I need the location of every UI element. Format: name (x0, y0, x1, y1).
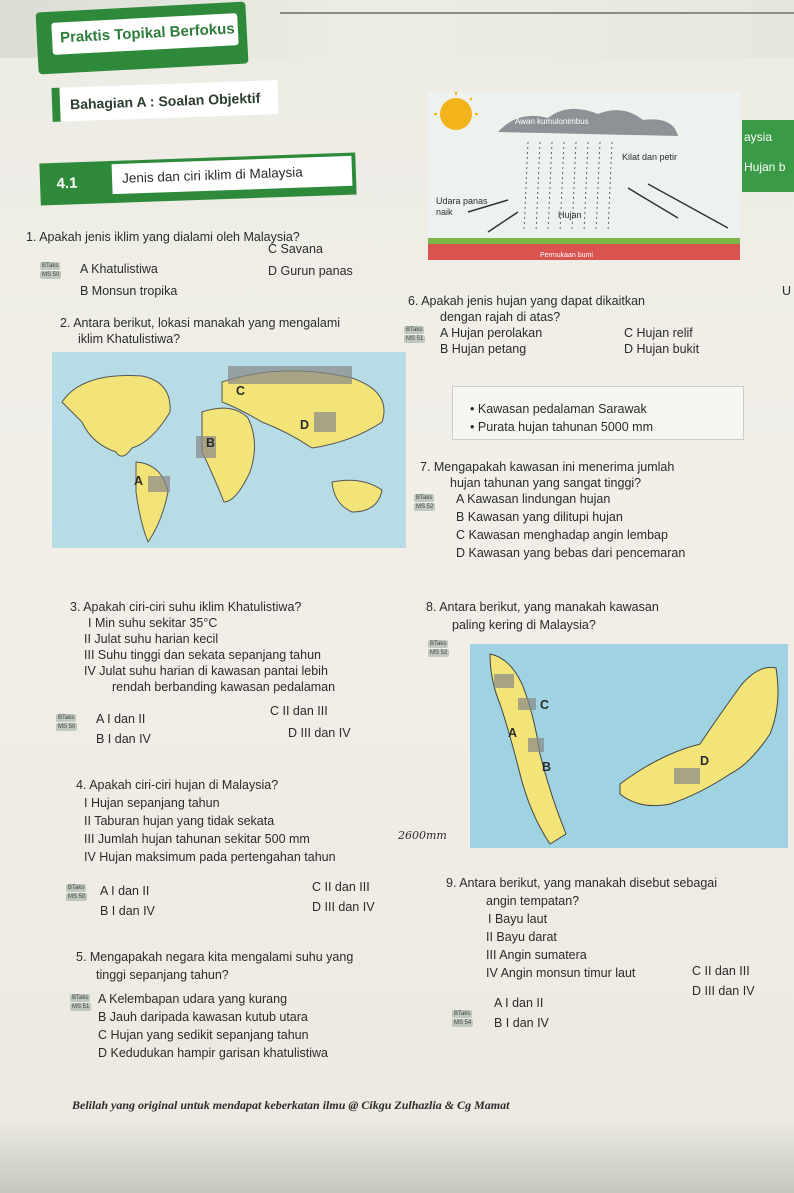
q6-option-d[interactable]: D Hujan bukit (624, 342, 700, 356)
q5-ms-tag: MS 51 (72, 1004, 90, 1010)
q5-line1: 5. Mengapakah negara kita mengalami suhu yang (76, 950, 354, 964)
q4-option-b[interactable]: B I dan IV (100, 904, 155, 918)
map-label-a: A (134, 474, 144, 488)
q3-option-a[interactable]: A I dan II (96, 712, 146, 726)
q7-bullet-2-text: Purata hujan tahunan 5000 mm (477, 420, 653, 434)
q7-bullet-1-text: Kawasan pedalaman Sarawak (477, 402, 647, 416)
q7-option-c[interactable]: C Kawasan menghadap angin lembap (456, 528, 668, 542)
q9-option-b[interactable]: B I dan IV (494, 1016, 549, 1030)
q3-stmt-iii: III Suhu tinggi dan sekata sepanjang tahun (84, 648, 321, 662)
topic-number: 4.1 (56, 174, 78, 193)
map-label-c: C (236, 384, 246, 398)
region-c-hatch (228, 366, 352, 384)
q4-option-d[interactable]: D III dan IV (312, 900, 375, 914)
q6-ms-tag: MS 51 (406, 336, 424, 342)
rain-label: Hujan (558, 210, 582, 220)
q7-option-b[interactable]: B Kawasan yang dilitupi hujan (456, 510, 623, 524)
region-a-hatch (148, 476, 170, 492)
region-d-hatch (314, 412, 336, 432)
q7-btaks-tag: BTaks (416, 495, 433, 501)
q3-ms-tag: MS 50 (58, 724, 76, 730)
q9-option-d[interactable]: D III dan IV (692, 984, 755, 998)
q8-line2: paling kering di Malaysia? (452, 618, 596, 632)
q1-ms-tag: MS 50 (42, 272, 60, 278)
q3-stmt-iv-line1: IV Julat suhu harian di kawasan pantai lebih (84, 664, 328, 678)
map-label-b: B (206, 436, 216, 450)
q4-stmt-iii: III Jumlah hujan tahunan sekitar 500 mm (84, 832, 310, 846)
malaysia-map (470, 644, 788, 848)
q3-btaks-tag: BTaks (58, 715, 75, 721)
q3-stmt-ii: II Julat suhu harian kecil (84, 632, 219, 646)
my-map-label-a: A (508, 726, 518, 740)
q7-option-a[interactable]: A Kawasan lindungan hujan (456, 492, 611, 506)
q1-option-b[interactable]: B Monsun tropika (80, 284, 178, 298)
q1-option-d[interactable]: D Gurun panas (268, 264, 353, 278)
circuit-line-decoration (280, 12, 794, 30)
q2-line1: 2. Antara berikut, lokasi manakah yang mengalami (60, 316, 341, 330)
side-text-1: aysia (744, 130, 773, 144)
region-d-hatch (674, 768, 700, 784)
ground-label: Permukaan bumi (540, 252, 593, 259)
q9-stmt-ii: II Bayu darat (486, 930, 557, 944)
topic-title: Jenis dan ciri iklim di Malaysia (112, 156, 353, 194)
side-text-2: Hujan b (744, 160, 786, 174)
world-map (52, 352, 406, 548)
region-b-hatch (528, 738, 544, 752)
sun-icon (440, 98, 472, 130)
q7-line2: hujan tahunan yang sangat tinggi? (450, 476, 642, 490)
my-map-label-d: D (700, 754, 710, 768)
my-map-label-b: B (542, 760, 552, 774)
q3-stmt-iv-line2: rendah berbanding kawasan pedalaman (112, 680, 336, 694)
q4-ms-tag: MS 50 (68, 894, 86, 900)
q6-line1: 6. Apakah jenis hujan yang dapat dikaitkan (408, 294, 645, 308)
q4-option-a[interactable]: A I dan II (100, 884, 150, 898)
cloud-label: Awan kumulonimbus (515, 117, 589, 126)
q9-option-a[interactable]: A I dan II (494, 996, 544, 1010)
q3-option-d[interactable]: D III dan IV (288, 726, 351, 740)
my-map-label-c: C (540, 698, 550, 712)
map-label-d: D (300, 418, 310, 432)
q8-btaks-tag: BTaks (430, 641, 447, 647)
q2-line2: iklim Khatulistiwa? (78, 332, 181, 346)
q3-option-c[interactable]: C II dan III (270, 704, 328, 718)
q9-line1: 9. Antara berikut, yang manakah disebut sebagai (446, 876, 718, 890)
bottom-decoration (0, 1120, 794, 1193)
q7-bullet-1: • Kawasan pedalaman Sarawak (470, 402, 647, 416)
q9-stmt-iii: III Angin sumatera (486, 948, 587, 962)
q4-handwritten-note: 2600mm (398, 829, 447, 842)
world-map-svg (52, 352, 406, 548)
q6-btaks-tag: BTaks (406, 327, 423, 333)
malaysia-map-svg (470, 644, 788, 848)
q5-option-a[interactable]: A Kelembapan udara yang kurang (98, 992, 288, 1006)
q3-stmt-i: I Min suhu sekitar 35°C (88, 616, 218, 630)
q5-option-c[interactable]: C Hujan yang sedikit sepanjang tahun (98, 1028, 309, 1042)
region-a-hatch (494, 674, 514, 688)
region-c-hatch (518, 698, 536, 710)
q7-option-d[interactable]: D Kawasan yang bebas dari pencemaran (456, 546, 686, 560)
side-text-3: U (782, 284, 792, 298)
lightning-label: Kilat dan petir (622, 152, 678, 162)
q1-option-a[interactable]: A Khatulistiwa (80, 262, 158, 276)
q6-option-c[interactable]: C Hujan relif (624, 326, 693, 340)
q3-option-b[interactable]: B I dan IV (96, 732, 151, 746)
header-title: Praktis Topikal Berfokus (51, 13, 238, 55)
q3-text: 3. Apakah ciri-ciri suhu iklim Khatulistiwa? (70, 600, 302, 614)
q4-stmt-iv: IV Hujan maksimum pada pertengahan tahun (84, 850, 336, 864)
q5-line2: tinggi sepanjang tahun? (96, 968, 229, 982)
q4-text: 4. Apakah ciri-ciri hujan di Malaysia? (76, 778, 279, 792)
q5-option-b[interactable]: B Jauh daripada kawasan kutub utara (98, 1010, 308, 1024)
q8-line1: 8. Antara berikut, yang manakah kawasan (426, 600, 659, 614)
q4-stmt-i: I Hujan sepanjang tahun (84, 796, 220, 810)
q9-option-c[interactable]: C II dan III (692, 964, 750, 978)
q6-line2: dengan rajah di atas? (440, 310, 561, 324)
q5-btaks-tag: BTaks (72, 995, 89, 1001)
q7-line1: 7. Mengapakah kawasan ini menerima jumlah (420, 460, 675, 474)
q9-stmt-i: I Bayu laut (488, 912, 548, 926)
q8-ms-tag: MS 52 (430, 650, 448, 656)
q6-option-b[interactable]: B Hujan petang (440, 342, 527, 356)
q4-stmt-ii: II Taburan hujan yang tidak sekata (84, 814, 275, 828)
q6-option-a[interactable]: A Hujan perolakan (440, 326, 543, 340)
q9-btaks-tag: BTaks (454, 1011, 471, 1017)
q9-stmt-iv: IV Angin monsun timur laut (486, 966, 636, 980)
q5-option-d[interactable]: D Kedudukan hampir garisan khatulistiwa (98, 1046, 328, 1060)
q7-ms-tag: MS 52 (416, 504, 434, 510)
q7-bullet-2: • Purata hujan tahunan 5000 mm (470, 420, 653, 434)
q9-ms-tag: MS 54 (454, 1020, 472, 1026)
q9-line2: angin tempatan? (486, 894, 580, 908)
section-title: Bahagian A : Soalan Objektif (51, 80, 278, 122)
q4-btaks-tag: BTaks (68, 885, 85, 891)
q1-btaks-tag: BTaks (42, 263, 59, 269)
q1-option-c[interactable]: C Savana (268, 242, 323, 256)
q1-text: 1. Apakah jenis iklim yang dialami oleh Malaysia? (26, 230, 300, 244)
hot-air-label: Udara panas naik (436, 196, 488, 217)
q4-option-c[interactable]: C II dan III (312, 880, 370, 894)
footer-note: Belilah yang original untuk mendapat keberkatan ilmu @ Cikgu Zulhazlia & Cg Mamat (72, 1098, 510, 1112)
